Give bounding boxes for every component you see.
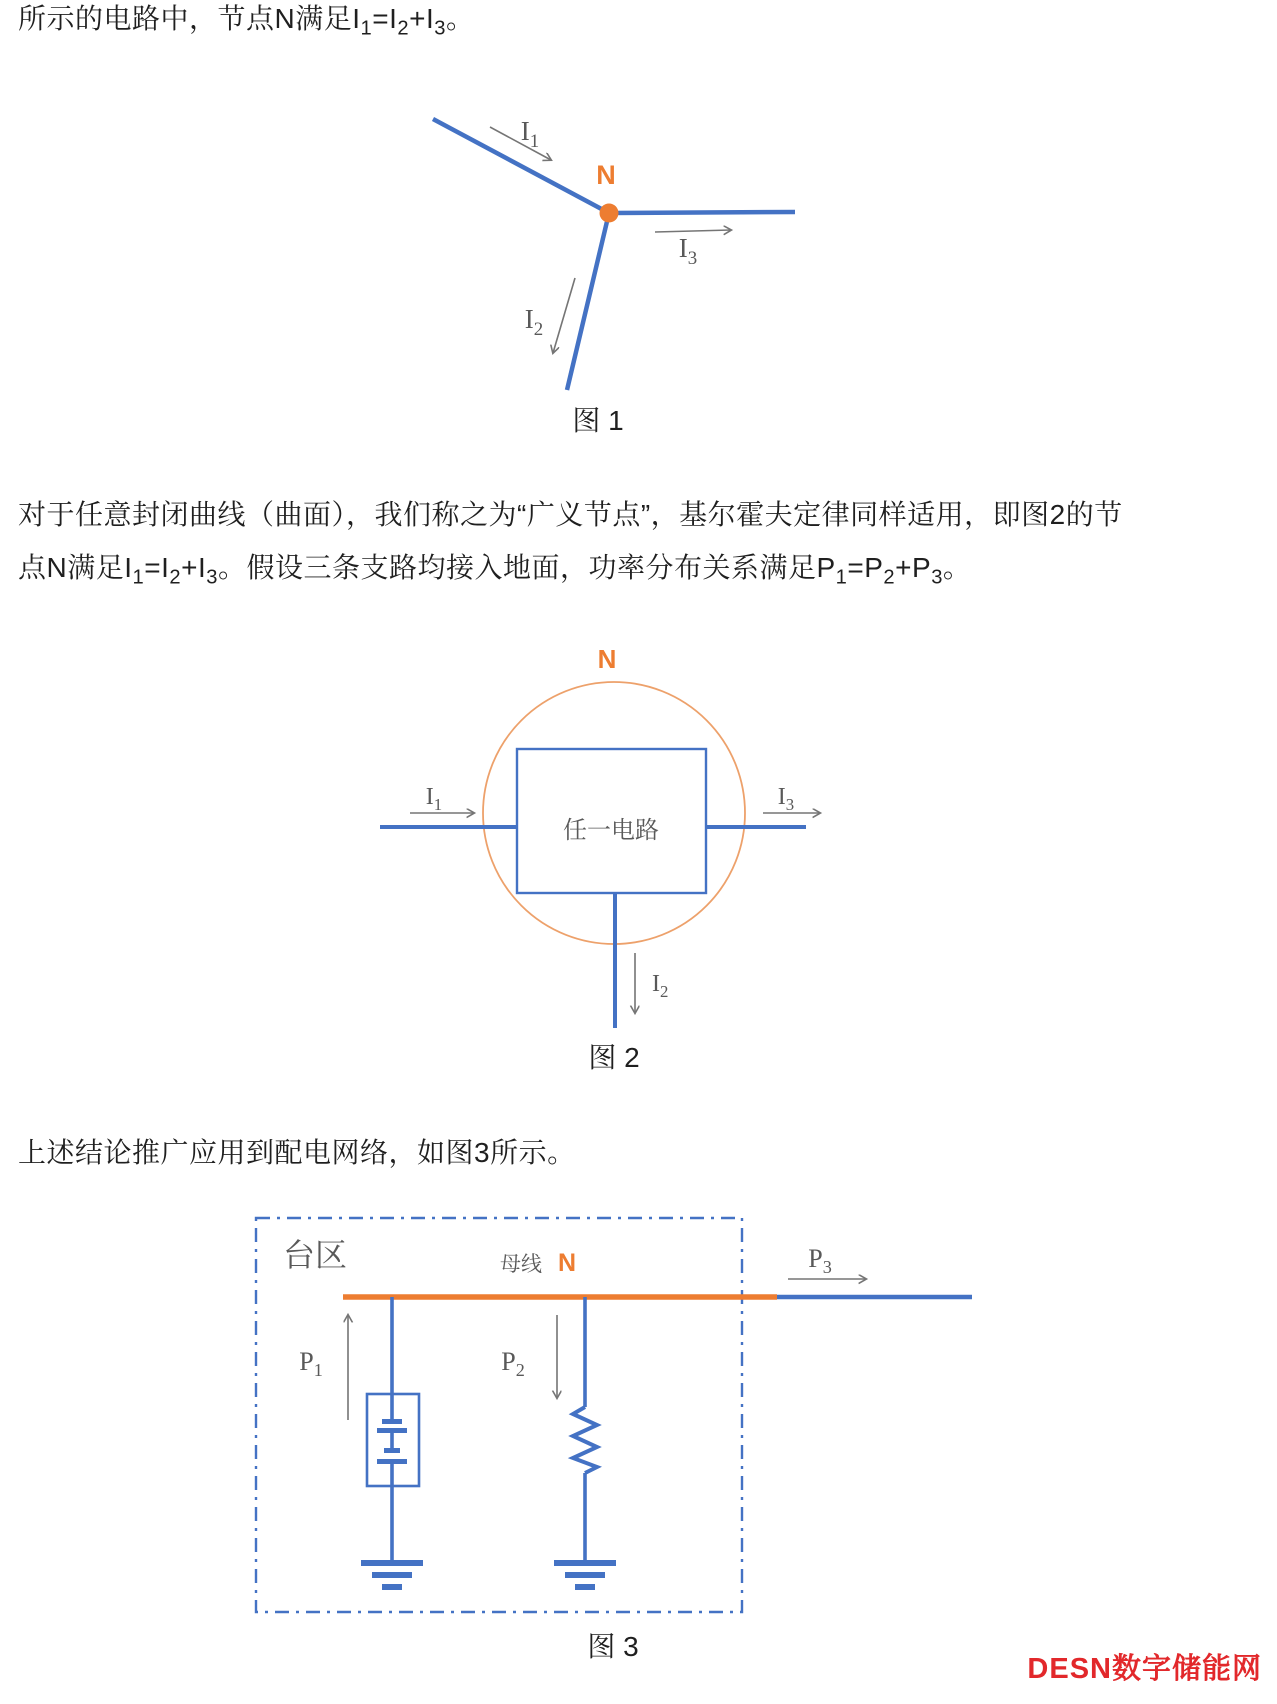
power2-label: $P_2$ xyxy=(501,1347,525,1380)
battery-plate-short1 xyxy=(382,1419,402,1424)
node-dot xyxy=(600,204,619,223)
ground-bar-wide xyxy=(554,1560,616,1566)
node-label: N xyxy=(597,644,617,674)
current2-label: $I_2$ xyxy=(652,971,669,1001)
branch2-wire xyxy=(567,213,609,390)
ground-bar-small xyxy=(382,1584,402,1590)
figure3-diagram xyxy=(256,1218,972,1612)
circuit-box-label: 任一电路 xyxy=(563,817,659,844)
site-watermark: DESN数字储能网 xyxy=(1027,1653,1262,1685)
paragraph-2-line1: 对于任意封闭曲线（曲面），我们称之为“广义节点”，基尔霍夫定律同样适用，即图2的节 xyxy=(18,499,1123,530)
current3-label: $I_3$ xyxy=(678,233,698,269)
power3-label: $P_3$ xyxy=(808,1244,832,1277)
node-label: N xyxy=(557,1249,577,1277)
current1-label: $I_1$ xyxy=(520,116,540,152)
ground-symbol-2 xyxy=(554,1560,616,1590)
current2-arrow xyxy=(553,278,575,353)
current3-label: $I_3$ xyxy=(777,784,795,814)
paragraph-1: 所示的电路中，节点N满足$I_1=I_2+I_3$。 xyxy=(18,3,475,40)
current1-label: $I_1$ xyxy=(425,784,443,814)
battery-plate-wide2 xyxy=(377,1459,407,1464)
paragraph-2-line2: 点N满足$I_1=I_2+I_3$。假设三条支路均接入地面，功率分布关系满足$P_1=P_2+P_3$。 xyxy=(18,552,972,589)
ground-bar-small xyxy=(575,1584,595,1590)
battery-plate-wide1 xyxy=(377,1428,407,1433)
current2-label: $I_2$ xyxy=(524,304,544,340)
ground-bar-mid xyxy=(372,1572,412,1578)
station-area-label: 台区 xyxy=(283,1237,348,1273)
current3-arrow xyxy=(655,230,731,232)
node-label: N xyxy=(596,160,616,190)
figure2-caption: 图 2 xyxy=(588,1042,640,1073)
figure1-diagram xyxy=(433,116,795,390)
busbar-label: 母线 xyxy=(500,1253,542,1276)
ground-bar-mid xyxy=(565,1572,605,1578)
battery-plate-short2 xyxy=(384,1448,400,1453)
resistor-zigzag xyxy=(573,1407,597,1473)
ground-symbol-1 xyxy=(361,1560,423,1590)
figure3-caption: 图 3 xyxy=(587,1631,639,1662)
branch3-wire xyxy=(609,212,795,213)
ground-bar-wide xyxy=(361,1560,423,1566)
station-area-border xyxy=(256,1218,742,1612)
figure2-diagram xyxy=(380,644,820,1028)
figure1-caption: 图 1 xyxy=(572,405,624,436)
paragraph-3: 上述结论推广应用到配电网络，如图3所示。 xyxy=(18,1137,576,1168)
power1-label: $P_1$ xyxy=(299,1347,323,1380)
